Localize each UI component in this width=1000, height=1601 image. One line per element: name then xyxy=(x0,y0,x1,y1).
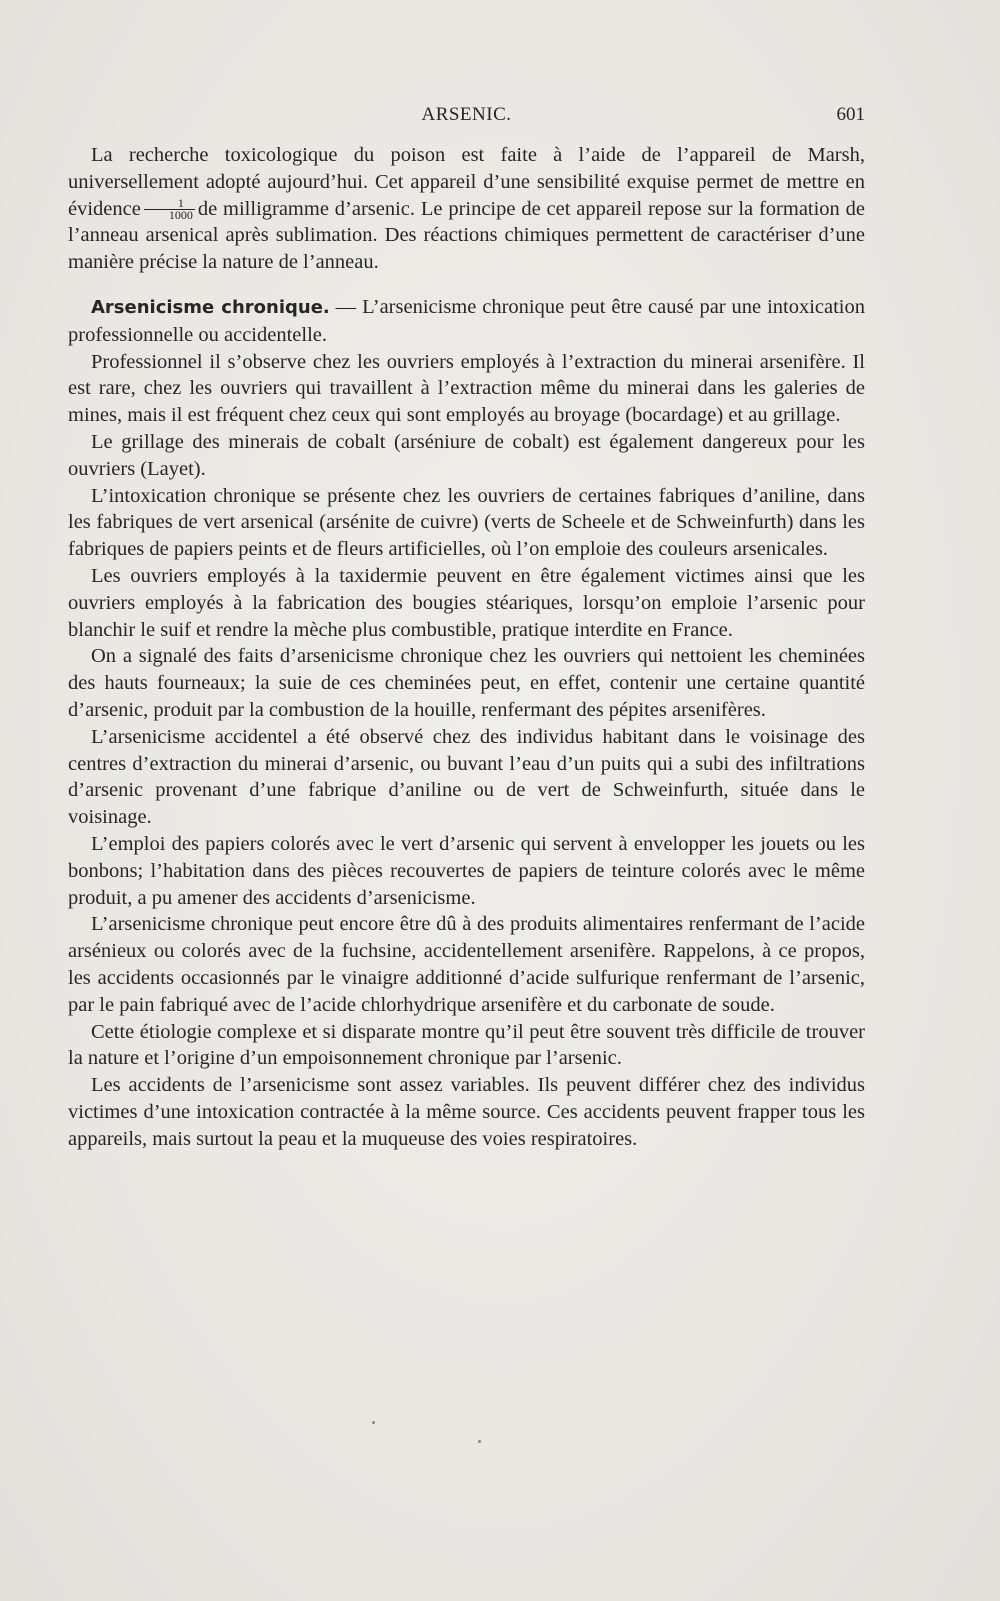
paragraph: Les accidents de l’arsenicisme sont assez variables. Ils peuvent différer chez des individus victimes d’une intoxication contractée à la même source. Ces accidents peuvent frapper tous les appareils, mais surtout la peau et la muqueuse des voies respiratoires. xyxy=(68,1074,865,1150)
paragraph: Le grillage des minerais de cobalt (arséniure de cobalt) est également dangereux pour les ouvriers (Layet). xyxy=(68,430,865,480)
paragraph: L’intoxication chronique se présente chez les ouvriers de certaines fabriques d’aniline, dans les fabriques de vert arsenical (arsénite de cuivre) (verts de Scheele et de Schweinfurth) dans les fabriques de papiers peints et de fleurs artificielles, où l’on emploie des couleurs arsenicales. xyxy=(68,484,865,561)
section-arsenicisme-chronique xyxy=(68,294,865,349)
body-text xyxy=(68,142,865,1152)
paragraph: Cette étiologie complexe et si disparate montre qu’il peut être souvent très difficile de trouver la nature et l’origine d’un empoisonnement chronique par l’arsenic. xyxy=(68,1020,865,1070)
paragraph: Professionnel il s’observe chez les ouvriers employés à l’extraction du minerai arsenifère. Il est rare, chez les ouvriers qui travaillent à l’extraction même du minerai dans les galeries de mines, mais il est fréquent chez ceux qui sont employés au broyage (bocardage) et au grillage. xyxy=(68,350,865,427)
paragraph-text: de milligramme d’arsenic. Le principe de cet appareil repose sur la formation de l’anneau arsenical après sublimation. Des réactions chimiques permettent de caractériser d’une manière précise la nature de l’anneau. xyxy=(68,197,865,274)
running-title: ARSENIC. xyxy=(421,104,512,125)
section-intro-text: — L’arsenicisme chronique peut être causé par une intoxication professionnelle ou accidentelle. xyxy=(68,295,865,346)
paragraph: L’arsenicisme accidentel a été observé chez des individus habitant dans le voisinage des centres d’extraction du minerai d’arsenic, ou buvant l’eau d’un puits qui a subi des infiltrations d’arsenic provenant d’une fabrique d’aniline ou de vert de Schweinfurth, située dans le voisinage. xyxy=(68,725,865,829)
section-heading: Arsenicisme chronique. xyxy=(91,296,330,318)
paragraph-text: La recherche toxicologique du poison est faite à l’aide de l’appareil de Marsh, universellement adopté aujourd’hui. Cet appareil d’une sensibilité exquise permet de mettre en évidence xyxy=(68,144,865,220)
fraction-numerator: 1 xyxy=(144,198,195,210)
paragraph: Les ouvriers employés à la taxidermie peuvent en être également victimes ainsi que les ouvriers employés à la fabrication des bougies stéariques, lorsqu’on emploie l’arsenic pour blanchir le suif et rendre la mèche plus combustible, pratique interdite en France. xyxy=(68,564,865,641)
page-number: 601 xyxy=(836,104,865,125)
paragraph-marsh-apparatus xyxy=(68,142,865,276)
paragraph: L’arsenicisme chronique peut encore être dû à des produits alimentaires renfermant de l’acide arsénieux ou colorés avec de la fuchsine, accidentellement arsenifère. Rappelons, à ce propos, les accidents occasionnés par le vinaigre additionné d’acide sulfurique renfermant de l’arsenic, par le pain fabriqué avec de l’acide chlorhydrique arsenifère et du carbonate de soude. xyxy=(68,913,865,1016)
page-header xyxy=(68,104,865,132)
paragraph: On a signalé des faits d’arsenicisme chronique chez les ouvriers qui nettoient les cheminées des hauts fourneaux; la suie de ces cheminées peut, en effet, contenir une certaine quantité d’arsenic, produit par la combustion de la houille, renfermant des pépites arsenifères. xyxy=(68,645,865,721)
fraction-denominator: 1000 xyxy=(168,208,193,223)
fraction-one-thousandth xyxy=(144,198,195,221)
paper-speck xyxy=(372,1421,375,1424)
paragraph: L’emploi des papiers colorés avec le vert d’arsenic qui servent à envelopper les jouets ou les bonbons; l’habitation dans des pièces recouvertes de papiers de teinture colorés avec le même produit, a pu amener des accidents d’arsenicisme. xyxy=(68,832,865,909)
paper-speck xyxy=(478,1440,481,1443)
